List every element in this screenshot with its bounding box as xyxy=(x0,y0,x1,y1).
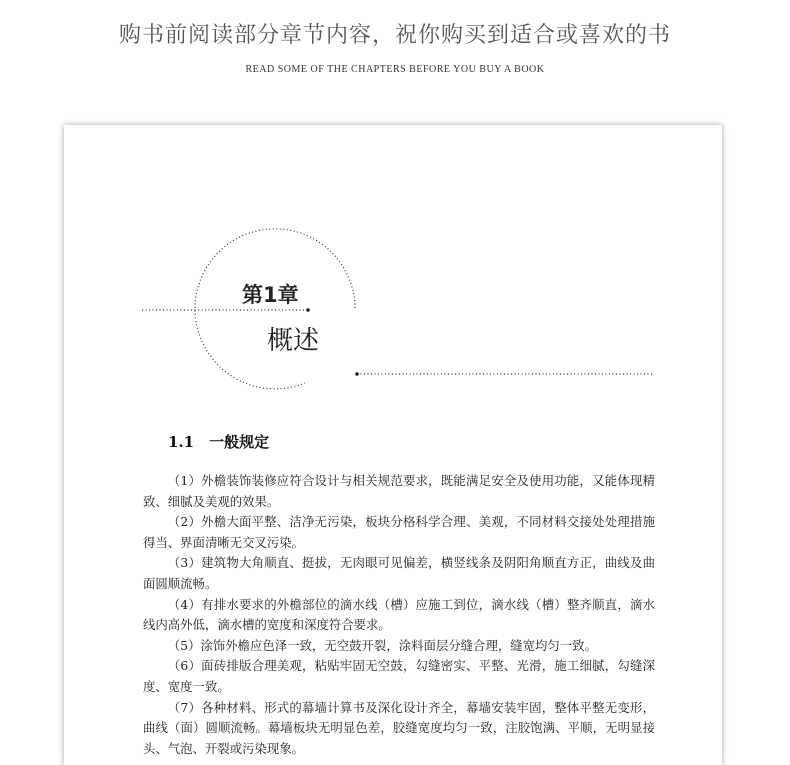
body-text xyxy=(143,471,655,759)
chapter-title: 概述 xyxy=(267,326,320,356)
paragraph: （2）外檐大面平整、洁净无污染，板块分格科学合理、美观，不同材料交接处处理措施得当、界面清晰无交叉污染。 xyxy=(143,514,655,550)
book-page xyxy=(64,125,722,765)
line-start-dot xyxy=(355,372,359,376)
chapter-decoration xyxy=(64,125,722,425)
paragraph: （5）涂饰外檐应色泽一致，无空鼓开裂，涂料面层分缝合理，缝宽均匀一致。 xyxy=(167,637,597,653)
paragraph: （4）有排水要求的外檐部位的滴水线（槽）应施工到位，滴水线（槽）整齐顺直，滴水线内高外低，滴水槽的宽度和深度符合要求。 xyxy=(143,596,655,633)
chapter-number: 第1章 xyxy=(242,283,299,307)
banner-title: 购书前阅读部分章节内容，祝你购买到适合或喜欢的书 xyxy=(118,23,671,48)
paragraph: （6）面砖排版合理美观，粘贴牢固无空鼓，勾缝密实、平整、光滑，施工细腻，勾缝深度、宽度一致。 xyxy=(143,658,655,694)
paragraph: （3）建筑物大角顺直、挺拔，无肉眼可见偏差，横竖线条及阴阳角顺直方正，曲线及曲面圆顺流畅。 xyxy=(143,555,655,591)
paragraph: （1）外檐装饰装修应符合设计与相关规范要求，既能满足安全及使用功能，又能体现精致、细腻及美观的效果。 xyxy=(143,473,655,509)
paragraph: （7）各种材料、形式的幕墙计算书及深化设计齐全，幕墙安装牢固，整体平整无变形，曲线（面）圆顺流畅。幕墙板块无明显色差，胶缝宽度均匀一致，注胶饱满、平顺，无明显接头、气泡、开裂或污染现象。 xyxy=(143,699,655,756)
banner-subtitle: READ SOME OF THE CHAPTERS BEFORE YOU BUY A BOOK xyxy=(245,64,545,75)
section-heading: 1.1 一般规定 xyxy=(168,433,270,451)
line-end-dot xyxy=(306,308,310,312)
